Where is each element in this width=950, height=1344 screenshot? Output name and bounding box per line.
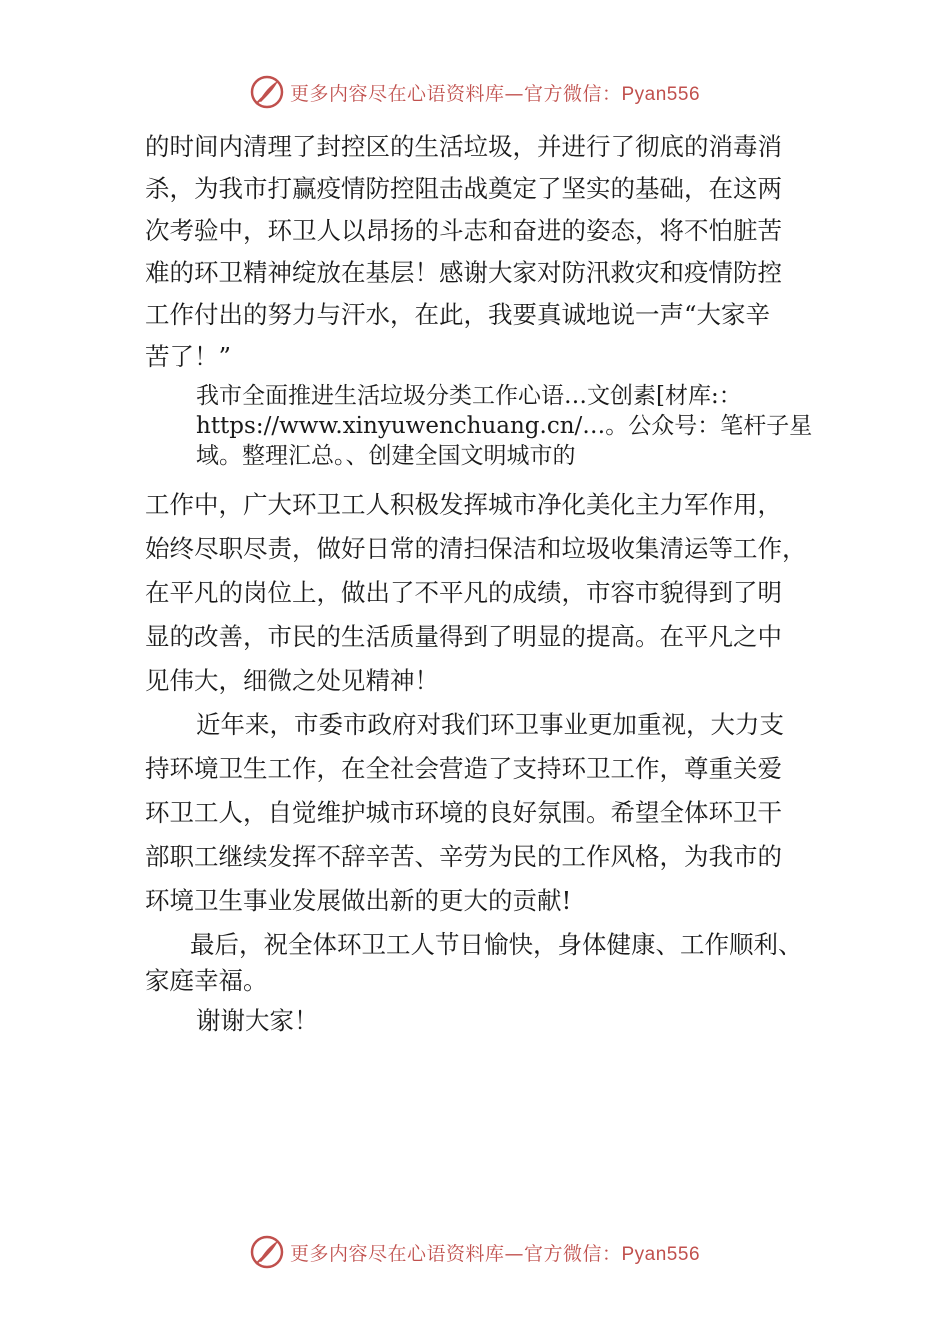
body-line: 在平凡的岗位上，做出了不平凡的成绩，市容市貌得到了明 [145, 578, 782, 607]
body-line: 始终尽职尽责，做好日常的清扫保洁和垃圾收集清运等工作， [145, 534, 807, 563]
body-line: 环境卫生事业发展做出新的更大的贡献! [145, 886, 572, 915]
body-line: 苦了！” [145, 342, 232, 371]
quill-pen-logo-icon [250, 75, 284, 109]
body-line: 部职工继续发挥不辞辛苦、辛劳为民的工作风格，为我市的 [145, 842, 782, 871]
wechat-label: 官方微信： [523, 1242, 622, 1265]
watermark-title: 更多内容尽在心语资料库 [289, 82, 505, 105]
quill-pen-logo-icon [250, 1235, 284, 1269]
body-line: 工作中，广大环卫工人积极发挥城市净化美化主力军作用， [145, 490, 782, 519]
header-watermark [0, 72, 950, 112]
body-line: 持环境卫生工作，在全社会营造了支持环卫工作，尊重关爱 [145, 754, 782, 783]
body-line: 最后，祝全体环卫工人节日愉快，身体健康、工作顺利、 [190, 930, 803, 959]
watermark-text [290, 79, 700, 106]
body-line: 杀，为我市打赢疫情防控阻击战奠定了坚实的基础，在这两 [145, 174, 782, 203]
footer-watermark [0, 1232, 950, 1272]
watermark-title: 更多内容尽在心语资料库 [289, 1242, 505, 1265]
body-line: 家庭幸福。 [145, 966, 268, 995]
body-line: 见伟大，细微之处见精神！ [145, 666, 439, 695]
closing-line: 谢谢大家！ [196, 1006, 319, 1035]
ad-line: https://www.xinyuwenchuang.cn/…。公众号：笔杆子星 [196, 413, 813, 439]
body-line: 难的环卫精神绽放在基层！感谢大家对防汛救灾和疫情防控 [145, 258, 782, 287]
body-line: 的时间内清理了封控区的生活垃圾，并进行了彻底的消毒消 [145, 132, 782, 161]
body-line: 近年来，市委市政府对我们环卫事业更加重视，大力支 [196, 710, 784, 739]
watermark-separator: — [504, 82, 524, 105]
wechat-id: Pyan556 [621, 1243, 701, 1265]
wechat-label: 官方微信： [523, 82, 622, 105]
watermark-separator: — [504, 1242, 524, 1265]
wechat-id: Pyan556 [621, 83, 701, 105]
watermark-text [290, 1239, 700, 1266]
body-line: 环卫工人，自觉维护城市环境的良好氛围。希望全体环卫干 [145, 798, 782, 827]
body-line: 次考验中，环卫人以昂扬的斗志和奋进的姿态，将不怕脏苦 [145, 216, 782, 245]
body-line: 工作付出的努力与汗水，在此，我要真诚地说一声“大家辛 [145, 300, 771, 329]
body-line: 显的改善，市民的生活质量得到了明显的提高。在平凡之中 [145, 622, 782, 651]
ad-line: 域。整理汇总。、创建全国文明城市的 [196, 443, 576, 469]
ad-line: 我市全面推进生活垃圾分类工作心语…文创素[材库:： [196, 383, 742, 409]
